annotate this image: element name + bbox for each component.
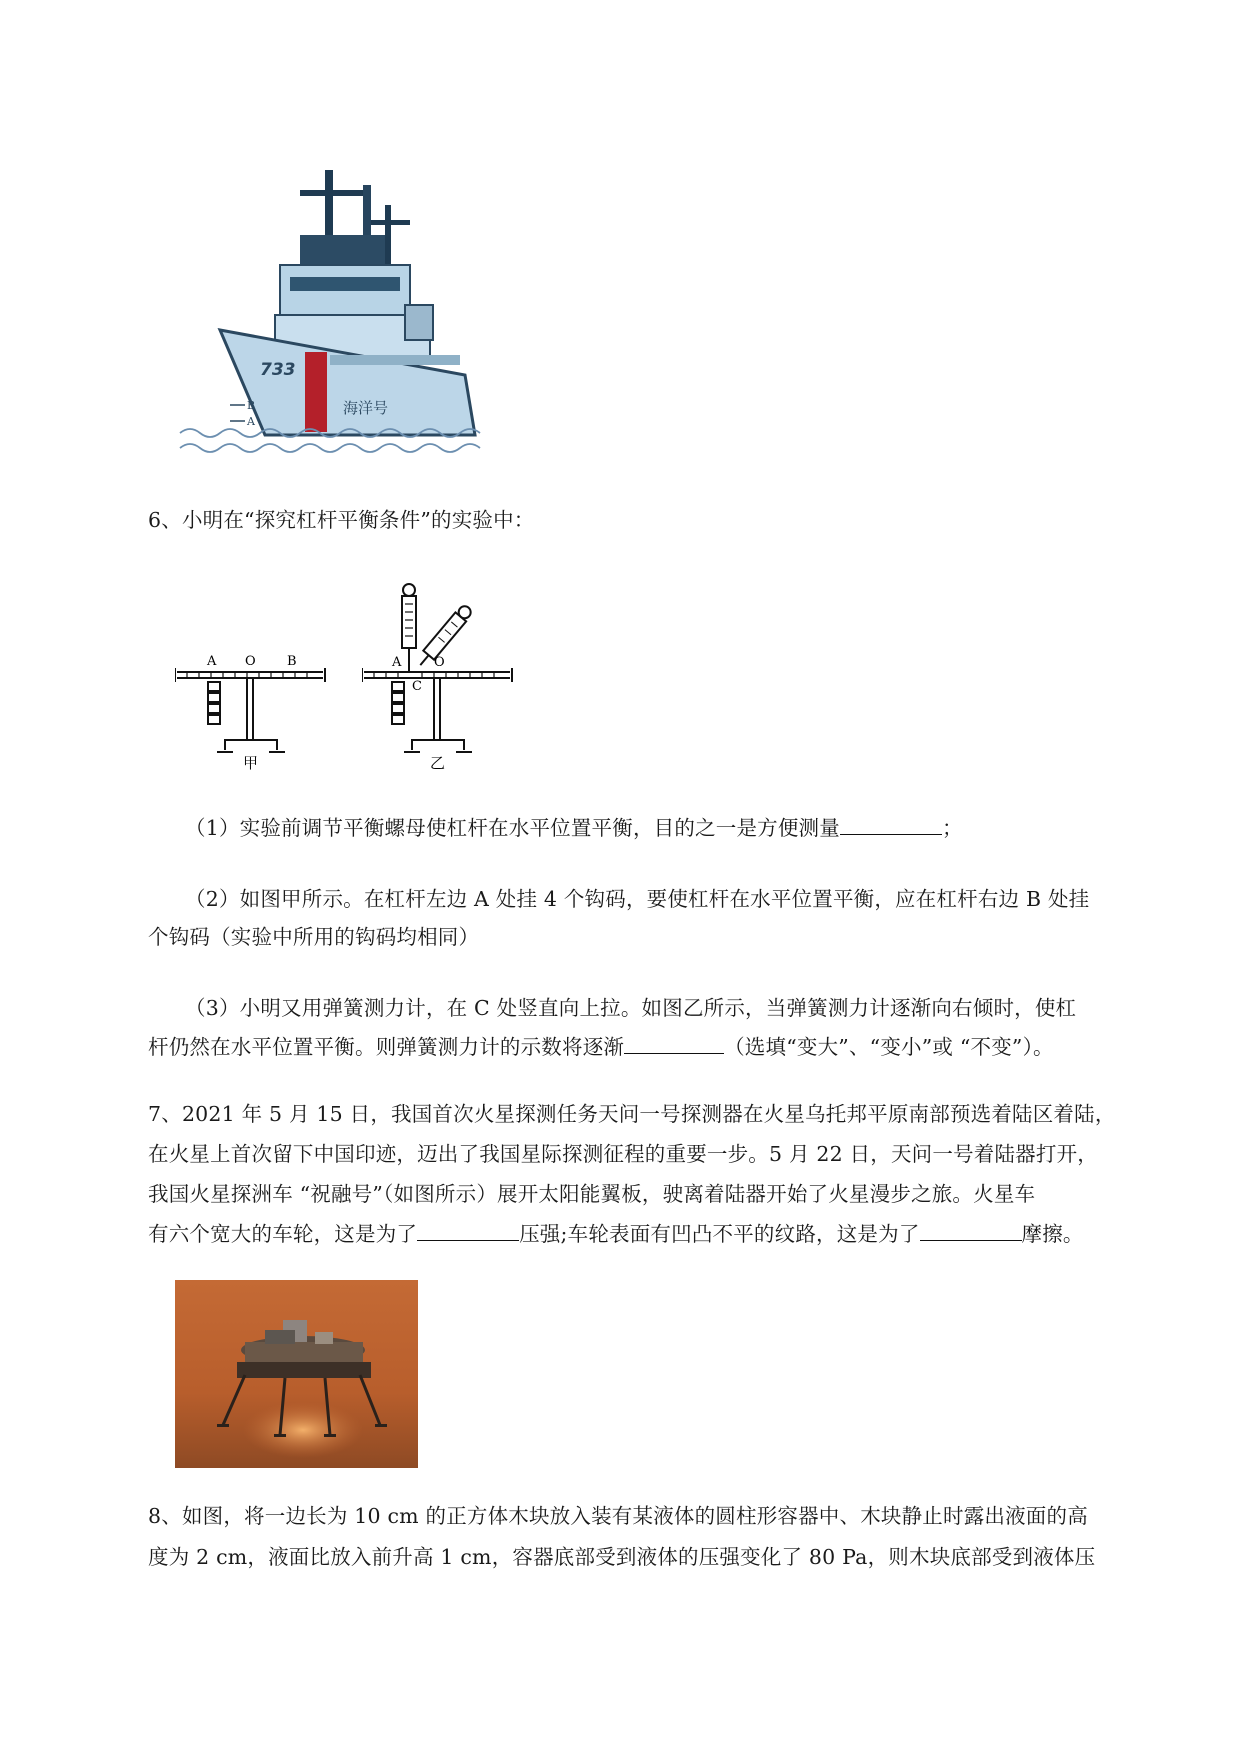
yi-label-o: O xyxy=(434,655,445,670)
q7-line4-c: 车轮表面有凹凸不平的纹路，这是为了 xyxy=(567,1222,920,1246)
q7-line3: 我国火星探洲车 “祝融号”（如图所示）展开太阳能翼板，驶离着陆器开始了火星漫步之旅。火星车 xyxy=(148,1182,1036,1206)
q6-part1-end: ； xyxy=(941,816,963,840)
q6-part1 xyxy=(185,814,1160,842)
q7-line4-d: 摩擦。 xyxy=(1021,1222,1084,1246)
q7-line4-b: 压强; xyxy=(519,1222,568,1246)
q7-line1: 7、2021 年 5 月 15 日，我国首次火星探测任务天问一号探测器在火星乌托邦平原南部预选着陆区着陆， xyxy=(148,1102,1116,1126)
answer-blank-1[interactable] xyxy=(840,814,942,835)
q7-line2: 在火星上首次留下中国印迹，迈出了我国星际探测征程的重要一步。5 月 22 日，天问一号着陆器打开， xyxy=(148,1142,1098,1166)
q6-part3-line2 xyxy=(148,1033,1158,1061)
answer-blank-2[interactable] xyxy=(624,1033,724,1054)
q6-part3-end: （选填“变大”、“变小”或 “不变”）。 xyxy=(724,1035,1054,1059)
q7-line4-a: 有六个宽大的车轮，这是为了 xyxy=(148,1222,418,1246)
answer-blank-4[interactable] xyxy=(920,1220,1022,1241)
q6-part1-text: （1）实验前调节平衡螺母使杠杆在水平位置平衡，目的之一是方便测量 xyxy=(185,816,840,840)
q6-stem: 6、小明在“探究杠杆平衡条件”的实验中： xyxy=(148,508,535,532)
ship-name: 海洋号 xyxy=(343,399,389,417)
jia-caption: 甲 xyxy=(243,754,259,770)
hook-weights xyxy=(392,682,404,724)
ship-figure xyxy=(175,165,535,465)
q8-line2: 度为 2 cm，液面比放入前升高 1 cm，容器底部受到液体的压强变化了 80 Pa，则木块底部受到液体压 xyxy=(148,1545,1096,1569)
draft-mark-a: A xyxy=(247,415,255,428)
lever-figure-jia xyxy=(175,580,335,770)
jia-label-o: O xyxy=(245,654,256,669)
yi-caption: 乙 xyxy=(430,754,446,770)
yi-label-c: C xyxy=(412,679,422,694)
q6-part3-text: 杆仍然在水平位置平衡。则弹簧测力计的示数将逐渐 xyxy=(148,1035,625,1059)
q8-line1: 8、如图，将一边长为 10 cm 的正方体木块放入装有某液体的圆柱形容器中、木块静止时露出液面的高 xyxy=(148,1504,1088,1528)
yi-label-a: A xyxy=(392,655,402,670)
q6-part2-line2: 个钩码（实验中所用的钩码均相同） xyxy=(148,925,480,949)
q6-part3-line1: （3）小明又用弹簧测力计，在 C 处竖直向上拉。如图乙所示，当弹簧测力计逐渐向右倾时，使杠 xyxy=(185,996,1077,1020)
lever-figure-yi xyxy=(362,580,522,770)
draft-mark-b: B xyxy=(247,399,256,412)
q7-line4 xyxy=(148,1220,1158,1248)
jia-label-a: A xyxy=(207,654,217,669)
jia-label-b: B xyxy=(287,654,297,669)
hook-weights xyxy=(208,682,220,724)
answer-blank-3[interactable] xyxy=(417,1220,519,1241)
q6-part2-line1: （2）如图甲所示。在杠杆左边 A 处挂 4 个钩码，要使杠杆在水平位置平衡，应在杠杆右边 B 处挂 xyxy=(185,887,1090,911)
mars-lander-image xyxy=(175,1280,418,1468)
hull-number: 733 xyxy=(260,360,296,380)
